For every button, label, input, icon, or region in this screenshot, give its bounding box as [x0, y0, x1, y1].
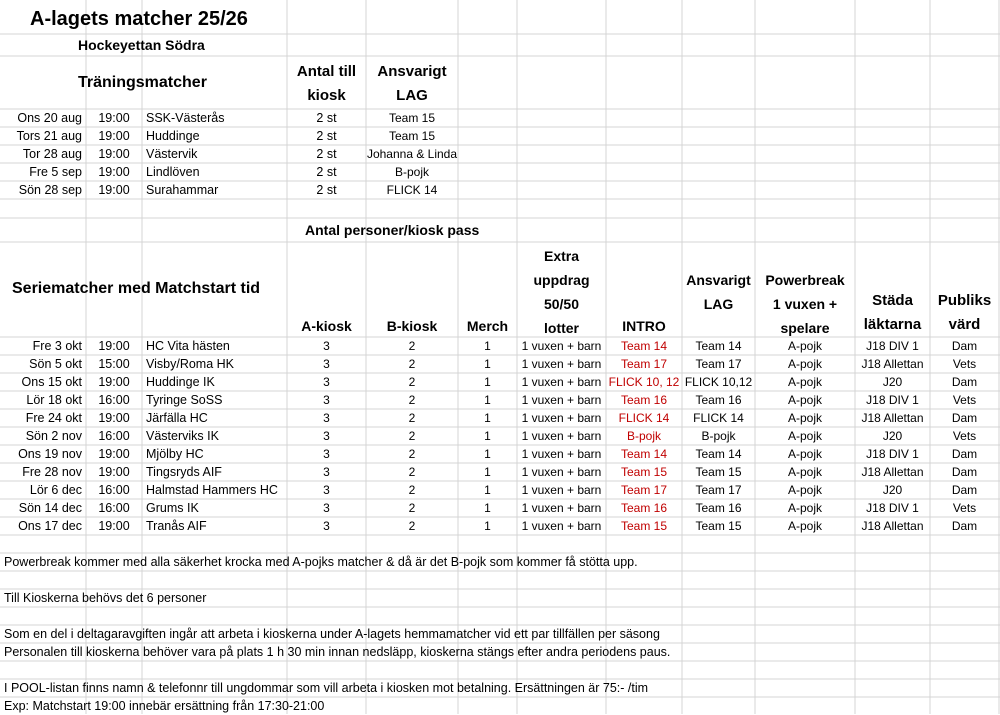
series-date: Ons 17 dec — [18, 519, 82, 533]
series-a-kiosk: 3 — [323, 375, 330, 389]
series-merch: 1 — [484, 411, 491, 425]
series-clean-stands: J20 — [882, 483, 903, 497]
series-b-kiosk: 2 — [408, 447, 416, 461]
col-header-kiosk-count-line2: kiosk — [307, 87, 346, 104]
series-responsible-team: Team 14 — [695, 447, 742, 461]
training-date: Tor 28 aug — [22, 147, 82, 161]
series-b-kiosk: 2 — [408, 465, 416, 479]
series-time: 19:00 — [98, 411, 130, 425]
series-b-kiosk: 2 — [408, 411, 416, 425]
series-powerbreak: A-pojk — [787, 501, 822, 515]
series-responsible-team: Team 17 — [695, 357, 742, 371]
series-audience-host: Vets — [952, 429, 977, 443]
series-opponent: Visby/Roma HK — [146, 357, 234, 371]
series-powerbreak: A-pojk — [787, 339, 822, 353]
series-opponent: Västerviks IK — [146, 429, 219, 443]
series-intro: FLICK 10, 12 — [608, 375, 680, 389]
series-time: 16:00 — [98, 393, 130, 407]
training-opponent: SSK-Västerås — [146, 111, 225, 125]
series-opponent: Grums IK — [146, 501, 199, 515]
note-powerbreak: Powerbreak kommer med alla säkerhet krocka med A-pojks matcher & då är det B-pojk som kommer få stötta upp. — [4, 555, 638, 569]
series-a-kiosk: 3 — [323, 501, 330, 515]
col-header-clean-stands-line1: Städa — [872, 292, 913, 309]
series-powerbreak: A-pojk — [787, 393, 822, 407]
series-extra: 1 vuxen + barn — [521, 465, 602, 479]
training-time: 19:00 — [98, 111, 130, 125]
series-clean-stands: J18 Allettan — [861, 411, 924, 425]
col-header-extra-line4: lotter — [544, 320, 579, 336]
series-merch: 1 — [484, 519, 491, 533]
series-audience-host: Vets — [952, 393, 977, 407]
series-merch: 1 — [484, 447, 491, 461]
series-time: 16:00 — [98, 429, 130, 443]
training-opponent: Västervik — [146, 147, 198, 161]
series-powerbreak: A-pojk — [787, 465, 822, 479]
series-a-kiosk: 3 — [323, 411, 330, 425]
col-header-responsible-team-line1: Ansvarigt — [377, 63, 447, 80]
series-opponent: Halmstad Hammers HC — [146, 483, 278, 497]
series-time: 19:00 — [98, 465, 130, 479]
series-extra: 1 vuxen + barn — [521, 357, 602, 371]
persons-heading: Antal personer/kiosk pass — [305, 222, 480, 238]
series-a-kiosk: 3 — [323, 339, 330, 353]
col-header-powerbreak-line2: 1 vuxen + — [772, 296, 838, 312]
series-merch: 1 — [484, 465, 491, 479]
training-opponent: Surahammar — [146, 183, 219, 197]
series-intro: Team 17 — [620, 483, 668, 497]
series-merch: 1 — [484, 501, 491, 515]
col-header-audience-host-line2: värd — [948, 316, 981, 333]
series-powerbreak: A-pojk — [787, 357, 822, 371]
col-header-series-team — [682, 268, 755, 316]
series-b-kiosk: 2 — [408, 339, 416, 353]
training-opponent: Lindlöven — [146, 165, 200, 179]
training-time: 19:00 — [98, 165, 130, 179]
series-extra: 1 vuxen + barn — [521, 429, 602, 443]
training-kiosk-count: 2 st — [316, 111, 337, 125]
col-header-extra-line3: 50/50 — [543, 296, 580, 312]
col-header-series-team-line1: Ansvarigt — [686, 272, 751, 288]
col-header-kiosk-count-line1: Antal till — [296, 63, 357, 80]
series-responsible-team: Team 17 — [695, 483, 742, 497]
series-merch: 1 — [484, 429, 491, 443]
series-date: Fre 28 nov — [22, 465, 82, 479]
series-powerbreak: A-pojk — [787, 429, 822, 443]
series-b-kiosk: 2 — [408, 501, 416, 515]
series-responsible-team: Team 16 — [695, 501, 742, 515]
league-name: Hockeyettan Södra — [78, 37, 205, 53]
series-responsible-team: FLICK 14 — [693, 411, 744, 425]
series-time: 19:00 — [98, 375, 130, 389]
series-clean-stands: J18 DIV 1 — [866, 393, 919, 407]
series-merch: 1 — [484, 483, 491, 497]
series-time: 19:00 — [98, 519, 130, 533]
training-responsible-team: Johanna & Linda — [366, 147, 458, 161]
series-a-kiosk: 3 — [323, 447, 330, 461]
series-date: Sön 5 okt — [29, 357, 82, 371]
training-date: Fre 5 sep — [29, 165, 82, 179]
training-opponent: Huddinge — [146, 129, 200, 143]
training-heading: Träningsmatcher — [78, 74, 207, 91]
series-audience-host: Dam — [951, 339, 978, 353]
series-date: Sön 2 nov — [25, 429, 82, 443]
col-header-extra-line2: uppdrag — [533, 272, 590, 288]
note-arrival-time: Personalen till kioskerna behöver vara på plats 1 h 30 min innan nedsläpp, kioskerna stängs efter andra periodens paus. — [4, 645, 671, 659]
series-merch: 1 — [484, 375, 491, 389]
training-date: Ons 20 aug — [17, 111, 82, 125]
series-audience-host: Vets — [952, 357, 977, 371]
series-intro: Team 16 — [620, 501, 668, 515]
series-b-kiosk: 2 — [408, 357, 416, 371]
series-audience-host: Dam — [951, 447, 978, 461]
series-a-kiosk: 3 — [323, 357, 330, 371]
series-intro: B-pojk — [626, 429, 661, 443]
col-header-responsible-team-line2: LAG — [396, 87, 428, 104]
training-time: 19:00 — [98, 147, 130, 161]
series-opponent: Tranås AIF — [146, 519, 207, 533]
col-header-clean-stands — [855, 289, 930, 337]
series-date: Fre 24 okt — [25, 411, 82, 425]
series-intro: Team 15 — [620, 519, 668, 533]
series-b-kiosk: 2 — [408, 429, 416, 443]
training-responsible-team: FLICK 14 — [386, 183, 438, 197]
training-time: 19:00 — [98, 129, 130, 143]
series-date: Ons 19 nov — [18, 447, 82, 461]
series-clean-stands: J20 — [882, 375, 903, 389]
series-extra: 1 vuxen + barn — [521, 411, 602, 425]
series-extra: 1 vuxen + barn — [521, 375, 602, 389]
col-header-powerbreak-line1: Powerbreak — [765, 272, 845, 288]
series-extra: 1 vuxen + barn — [521, 483, 602, 497]
series-audience-host: Dam — [951, 465, 978, 479]
series-b-kiosk: 2 — [408, 393, 416, 407]
series-clean-stands: J18 Allettan — [861, 465, 924, 479]
series-audience-host: Dam — [951, 411, 978, 425]
training-time: 19:00 — [98, 183, 130, 197]
series-audience-host: Dam — [951, 375, 978, 389]
col-header-extra-line1: Extra — [543, 248, 580, 264]
series-b-kiosk: 2 — [408, 519, 416, 533]
series-powerbreak: A-pojk — [787, 483, 822, 497]
note-example: Exp: Matchstart 19:00 innebär ersättning från 17:30-21:00 — [4, 699, 325, 713]
training-kiosk-count: 2 st — [316, 147, 337, 161]
page-title: A-lagets matcher 25/26 — [30, 8, 248, 30]
note-pool-list: I POOL-listan finns namn & telefonnr till ungdommar som vill arbeta i kiosken mot betalning. Ersättningen är 75:- /tim — [4, 681, 649, 695]
col-header-audience-host — [930, 289, 999, 337]
note-kiosk-staff: Till Kioskerna behövs det 6 personer — [4, 591, 207, 605]
training-date: Sön 28 sep — [18, 183, 82, 197]
series-date: Ons 15 okt — [21, 375, 82, 389]
col-header-intro: INTRO — [622, 318, 666, 334]
series-merch: 1 — [484, 357, 491, 371]
series-audience-host: Dam — [951, 483, 978, 497]
series-a-kiosk: 3 — [323, 465, 330, 479]
col-header-audience-host-line1: Publiks — [937, 292, 992, 309]
series-b-kiosk: 2 — [408, 483, 416, 497]
series-time: 19:00 — [98, 447, 130, 461]
series-date: Lör 6 dec — [29, 483, 82, 497]
series-powerbreak: A-pojk — [787, 375, 822, 389]
col-header-powerbreak — [755, 268, 855, 340]
series-opponent: Järfälla HC — [146, 411, 208, 425]
series-clean-stands: J18 Allettan — [861, 519, 924, 533]
training-kiosk-count: 2 st — [316, 129, 337, 143]
series-extra: 1 vuxen + barn — [521, 447, 602, 461]
col-header-powerbreak-line3: spelare — [780, 320, 830, 336]
col-header-b-kiosk: B-kiosk — [386, 318, 438, 334]
series-intro: Team 15 — [620, 465, 668, 479]
training-kiosk-count: 2 st — [316, 183, 337, 197]
series-clean-stands: J18 DIV 1 — [866, 447, 919, 461]
col-header-extra — [517, 244, 606, 340]
series-clean-stands: J20 — [882, 429, 903, 443]
col-header-responsible-team — [366, 60, 458, 108]
series-date: Fre 3 okt — [32, 339, 82, 353]
series-opponent: Mjölby HC — [146, 447, 204, 461]
series-opponent: Tingsryds AIF — [146, 465, 222, 479]
col-header-a-kiosk: A-kiosk — [301, 318, 352, 334]
series-a-kiosk: 3 — [323, 393, 330, 407]
col-header-kiosk-count — [287, 60, 366, 108]
series-time: 16:00 — [98, 483, 130, 497]
col-header-clean-stands-line2: läktarna — [863, 316, 922, 333]
series-time: 16:00 — [98, 501, 130, 515]
series-clean-stands: J18 Allettan — [861, 357, 924, 371]
series-responsible-team: Team 16 — [695, 393, 742, 407]
series-intro: Team 17 — [620, 357, 668, 371]
training-kiosk-count: 2 st — [316, 165, 337, 179]
series-time: 19:00 — [98, 339, 130, 353]
series-clean-stands: J18 DIV 1 — [866, 501, 919, 515]
series-powerbreak: A-pojk — [787, 519, 822, 533]
series-merch: 1 — [484, 393, 491, 407]
series-clean-stands: J18 DIV 1 — [866, 339, 919, 353]
col-header-series-team-line2: LAG — [703, 296, 734, 312]
training-responsible-team: Team 15 — [388, 111, 436, 125]
series-audience-host: Vets — [952, 501, 977, 515]
series-date: Lör 18 okt — [26, 393, 82, 407]
series-responsible-team: B-pojk — [701, 429, 736, 443]
series-intro: Team 14 — [620, 339, 668, 353]
series-responsible-team: Team 15 — [695, 465, 742, 479]
series-opponent: HC Vita hästen — [146, 339, 230, 353]
series-opponent: Tyringe SoSS — [146, 393, 223, 407]
series-powerbreak: A-pojk — [787, 411, 822, 425]
training-responsible-team: Team 15 — [388, 129, 436, 143]
col-header-merch: Merch — [466, 318, 509, 334]
series-date: Sön 14 dec — [18, 501, 82, 515]
series-responsible-team: Team 15 — [695, 519, 742, 533]
series-a-kiosk: 3 — [323, 483, 330, 497]
series-extra: 1 vuxen + barn — [521, 393, 602, 407]
series-audience-host: Dam — [951, 519, 978, 533]
training-responsible-team: B-pojk — [394, 165, 429, 179]
series-powerbreak: A-pojk — [787, 447, 822, 461]
series-opponent: Huddinge IK — [146, 375, 215, 389]
training-date: Tors 21 aug — [16, 129, 82, 143]
series-a-kiosk: 3 — [323, 519, 330, 533]
series-intro: Team 14 — [620, 447, 668, 461]
series-extra: 1 vuxen + barn — [521, 339, 602, 353]
series-intro: Team 16 — [620, 393, 668, 407]
series-extra: 1 vuxen + barn — [521, 501, 602, 515]
series-time: 15:00 — [98, 357, 130, 371]
note-participation-fee: Som en del i deltagaravgiften ingår att arbeta i kioskerna under A-lagets hemmamatcher vid ett par tillfällen per säsong — [4, 627, 660, 641]
series-merch: 1 — [484, 339, 491, 353]
series-intro: FLICK 14 — [618, 411, 670, 425]
series-b-kiosk: 2 — [408, 375, 416, 389]
series-extra: 1 vuxen + barn — [521, 519, 602, 533]
series-responsible-team: FLICK 10,12 — [684, 375, 753, 389]
series-heading: Seriematcher med Matchstart tid — [12, 280, 261, 297]
series-a-kiosk: 3 — [323, 429, 330, 443]
series-responsible-team: Team 14 — [695, 339, 742, 353]
